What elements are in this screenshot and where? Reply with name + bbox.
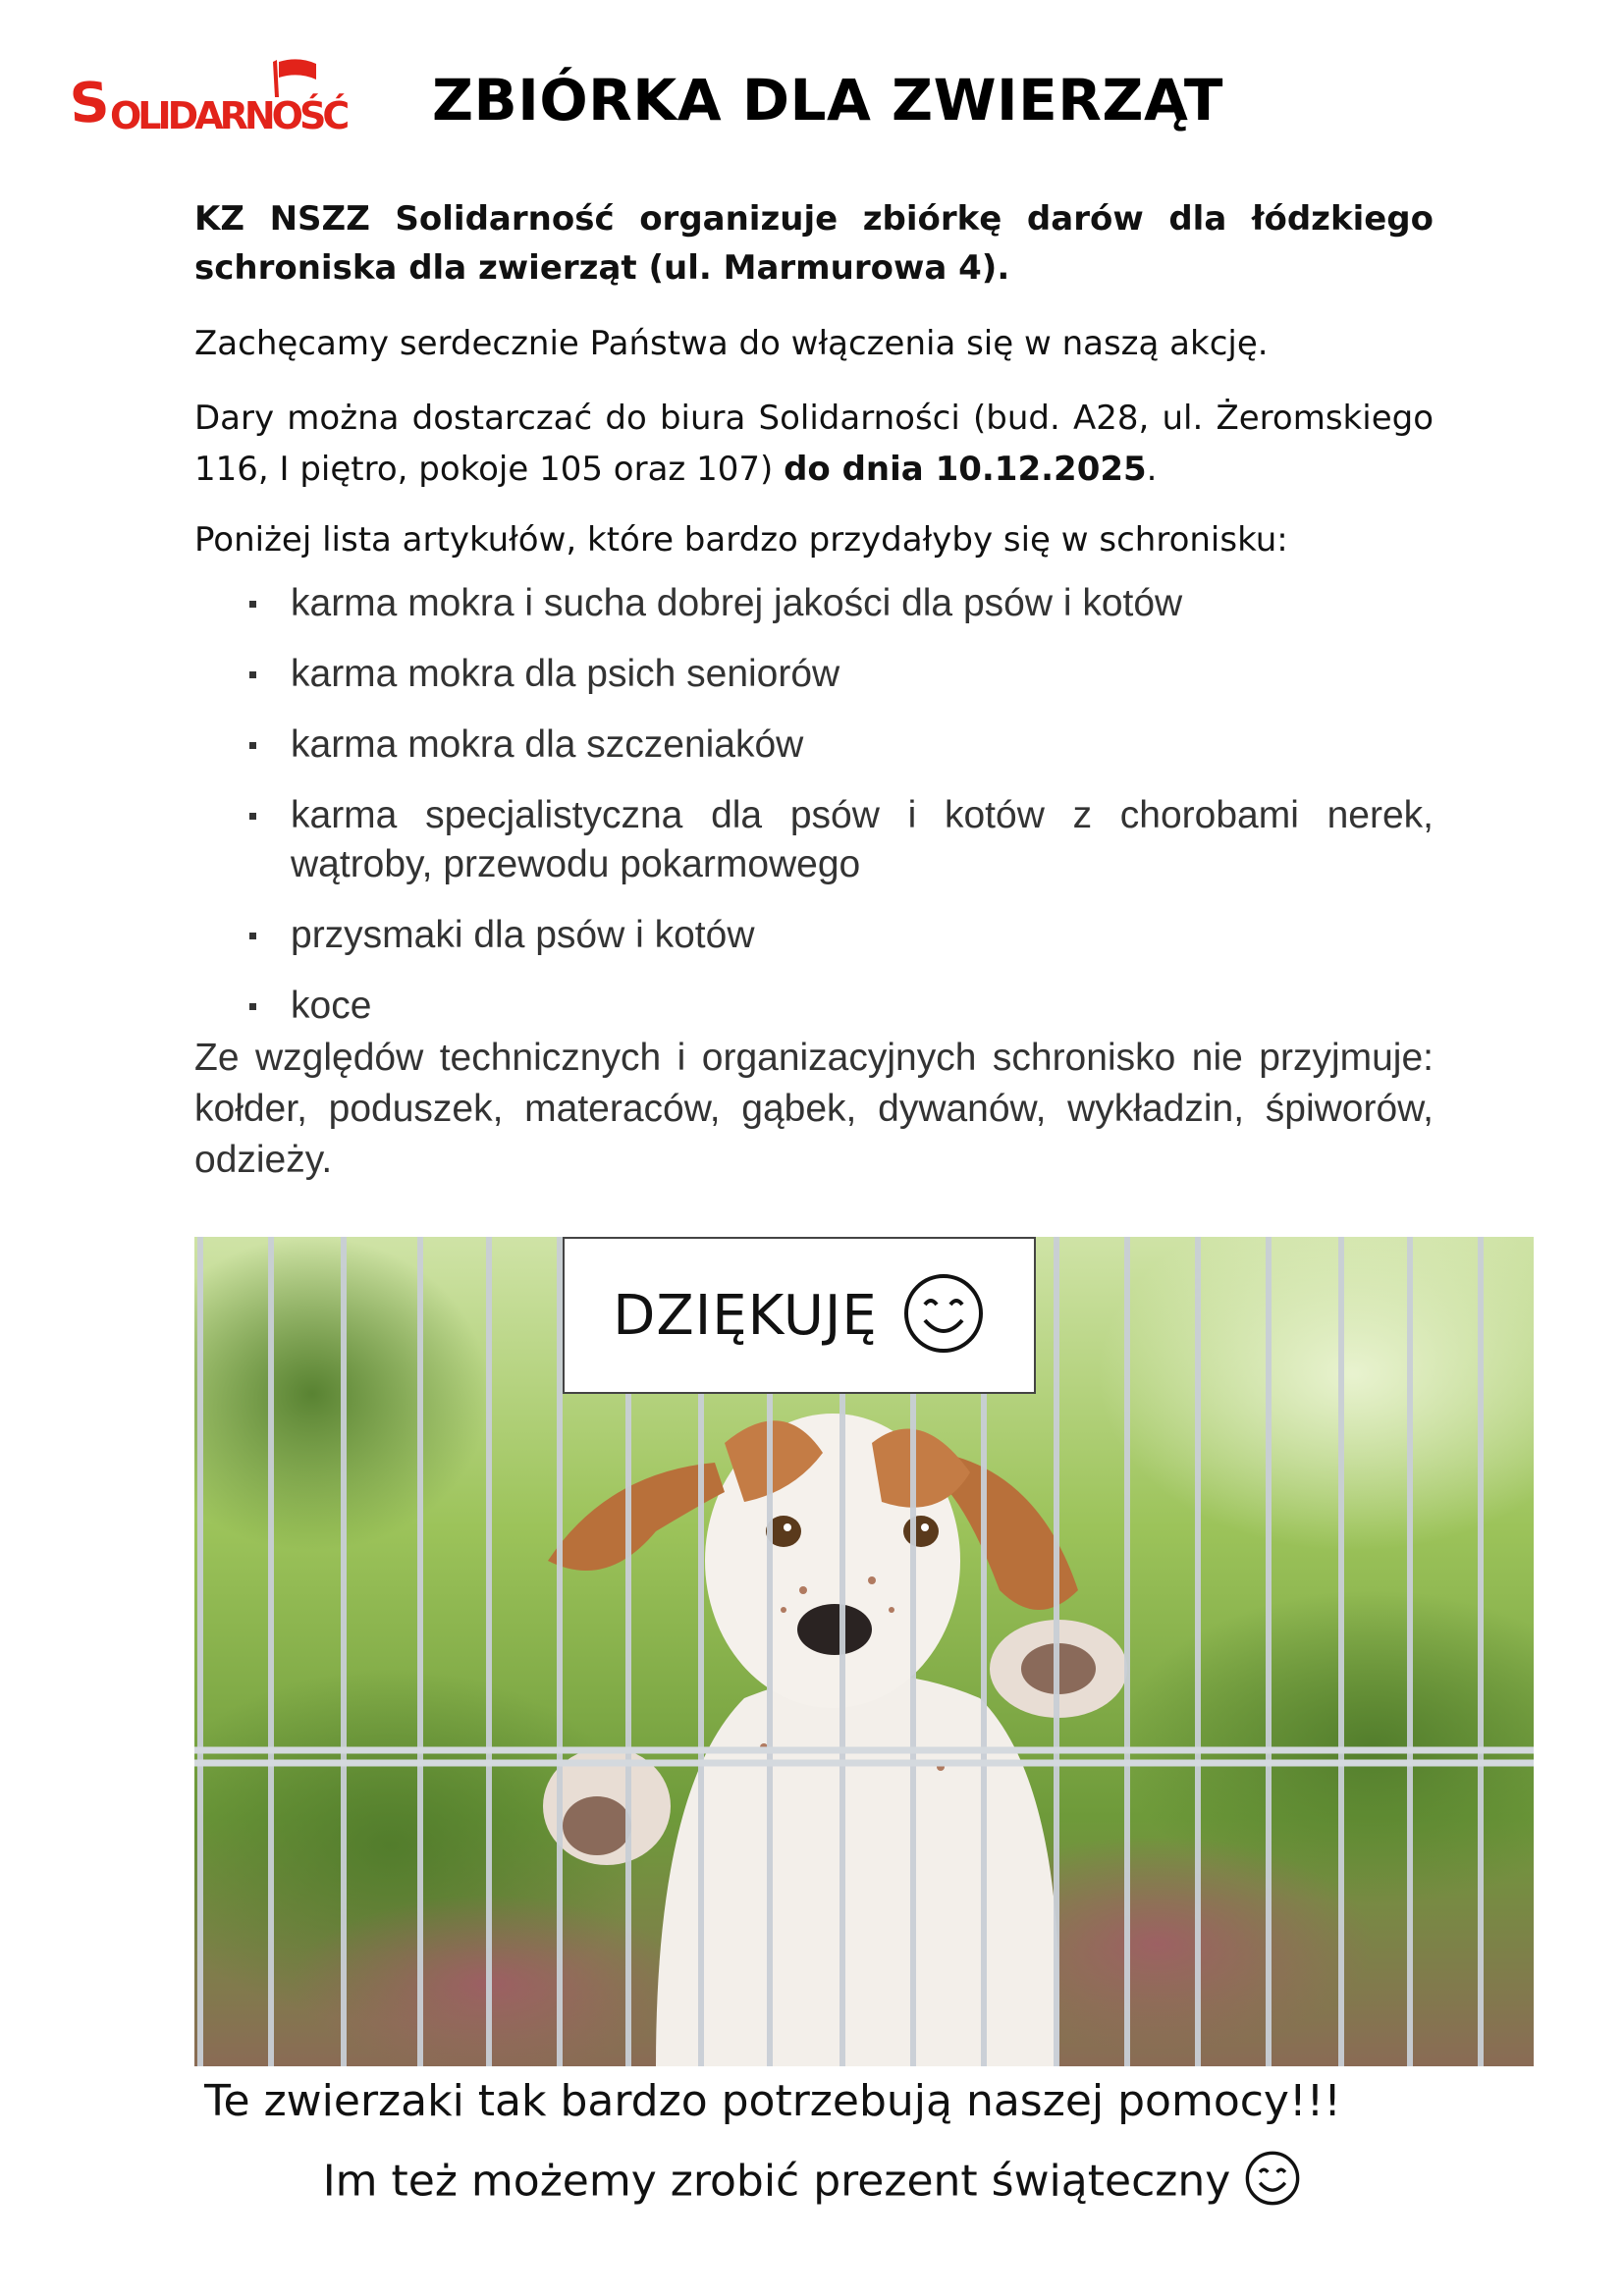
thanks-text: DZIĘKUJĘ xyxy=(613,1283,878,1348)
bullet-icon xyxy=(249,742,256,749)
bullet-icon xyxy=(249,1003,256,1010)
thanks-box xyxy=(563,1237,1036,1394)
list-item: karma specjalistyczna dla psów i kotów z chorobami nerek, wątroby, przewodu pokarmowego xyxy=(245,791,1434,889)
items-list xyxy=(245,579,1434,1052)
bullet-icon xyxy=(249,671,256,678)
encouragement-paragraph: Zachęcamy serdecznie Państwa do włączenia się w naszą akcję. xyxy=(194,324,1269,363)
list-item: przysmaki dla psów i kotów xyxy=(245,911,1434,960)
not-accepted-paragraph: Ze względów technicznych i organizacyjnych schronisko nie przyjmuje: kołder, poduszek, materaców, gąbek, dywanów, wykładzin, śpiworów, odzieży. xyxy=(194,1037,1434,1181)
list-item: karma mokra i sucha dobrej jakości dla psów i kotów xyxy=(245,579,1434,628)
smiley-icon xyxy=(901,1271,986,1360)
svg-text:S: S xyxy=(68,70,112,136)
list-intro: Poniżej lista artykułów, które bardzo przydałyby się w schronisku: xyxy=(194,520,1288,560)
footer-line-1: Te zwierzaki tak bardzo potrzebują naszej pomocy!!! xyxy=(204,2076,1341,2126)
logo-lettering xyxy=(68,71,348,137)
smiley-icon xyxy=(1244,2150,1301,2217)
delivery-end: . xyxy=(1146,450,1158,489)
deadline-text: do dnia 10.12.2025 xyxy=(784,450,1147,489)
list-item: koce xyxy=(245,982,1434,1031)
footer-line-2-text: Im też możemy zrobić prezent świąteczny xyxy=(322,2156,1231,2207)
delivery-text: Dary można dostarczać do biura Solidarności (bud. A28, ul. Żeromskiego 116, I piętro, pokoje 105 oraz 107) xyxy=(194,399,1434,489)
delivery-paragraph xyxy=(194,393,1434,495)
list-item: karma mokra dla psich seniorów xyxy=(245,650,1434,699)
footer-line-2 xyxy=(0,2150,1624,2217)
solidarnosc-logo xyxy=(59,54,353,152)
intro-paragraph: KZ NSZZ Solidarność organizuje zbiórkę darów dla łódzkiego schroniska dla zwierząt (ul. Marmurowa 4). xyxy=(194,199,1434,288)
bullet-icon xyxy=(249,813,256,820)
bullet-icon xyxy=(249,601,256,608)
page-title: ZBIÓRKA DLA ZWIERZĄT xyxy=(432,67,1223,133)
svg-text:OLIDARNOŚĆ: OLIDARNOŚĆ xyxy=(110,94,347,137)
bullet-icon xyxy=(249,933,256,939)
list-item: karma mokra dla szczeniaków xyxy=(245,721,1434,770)
